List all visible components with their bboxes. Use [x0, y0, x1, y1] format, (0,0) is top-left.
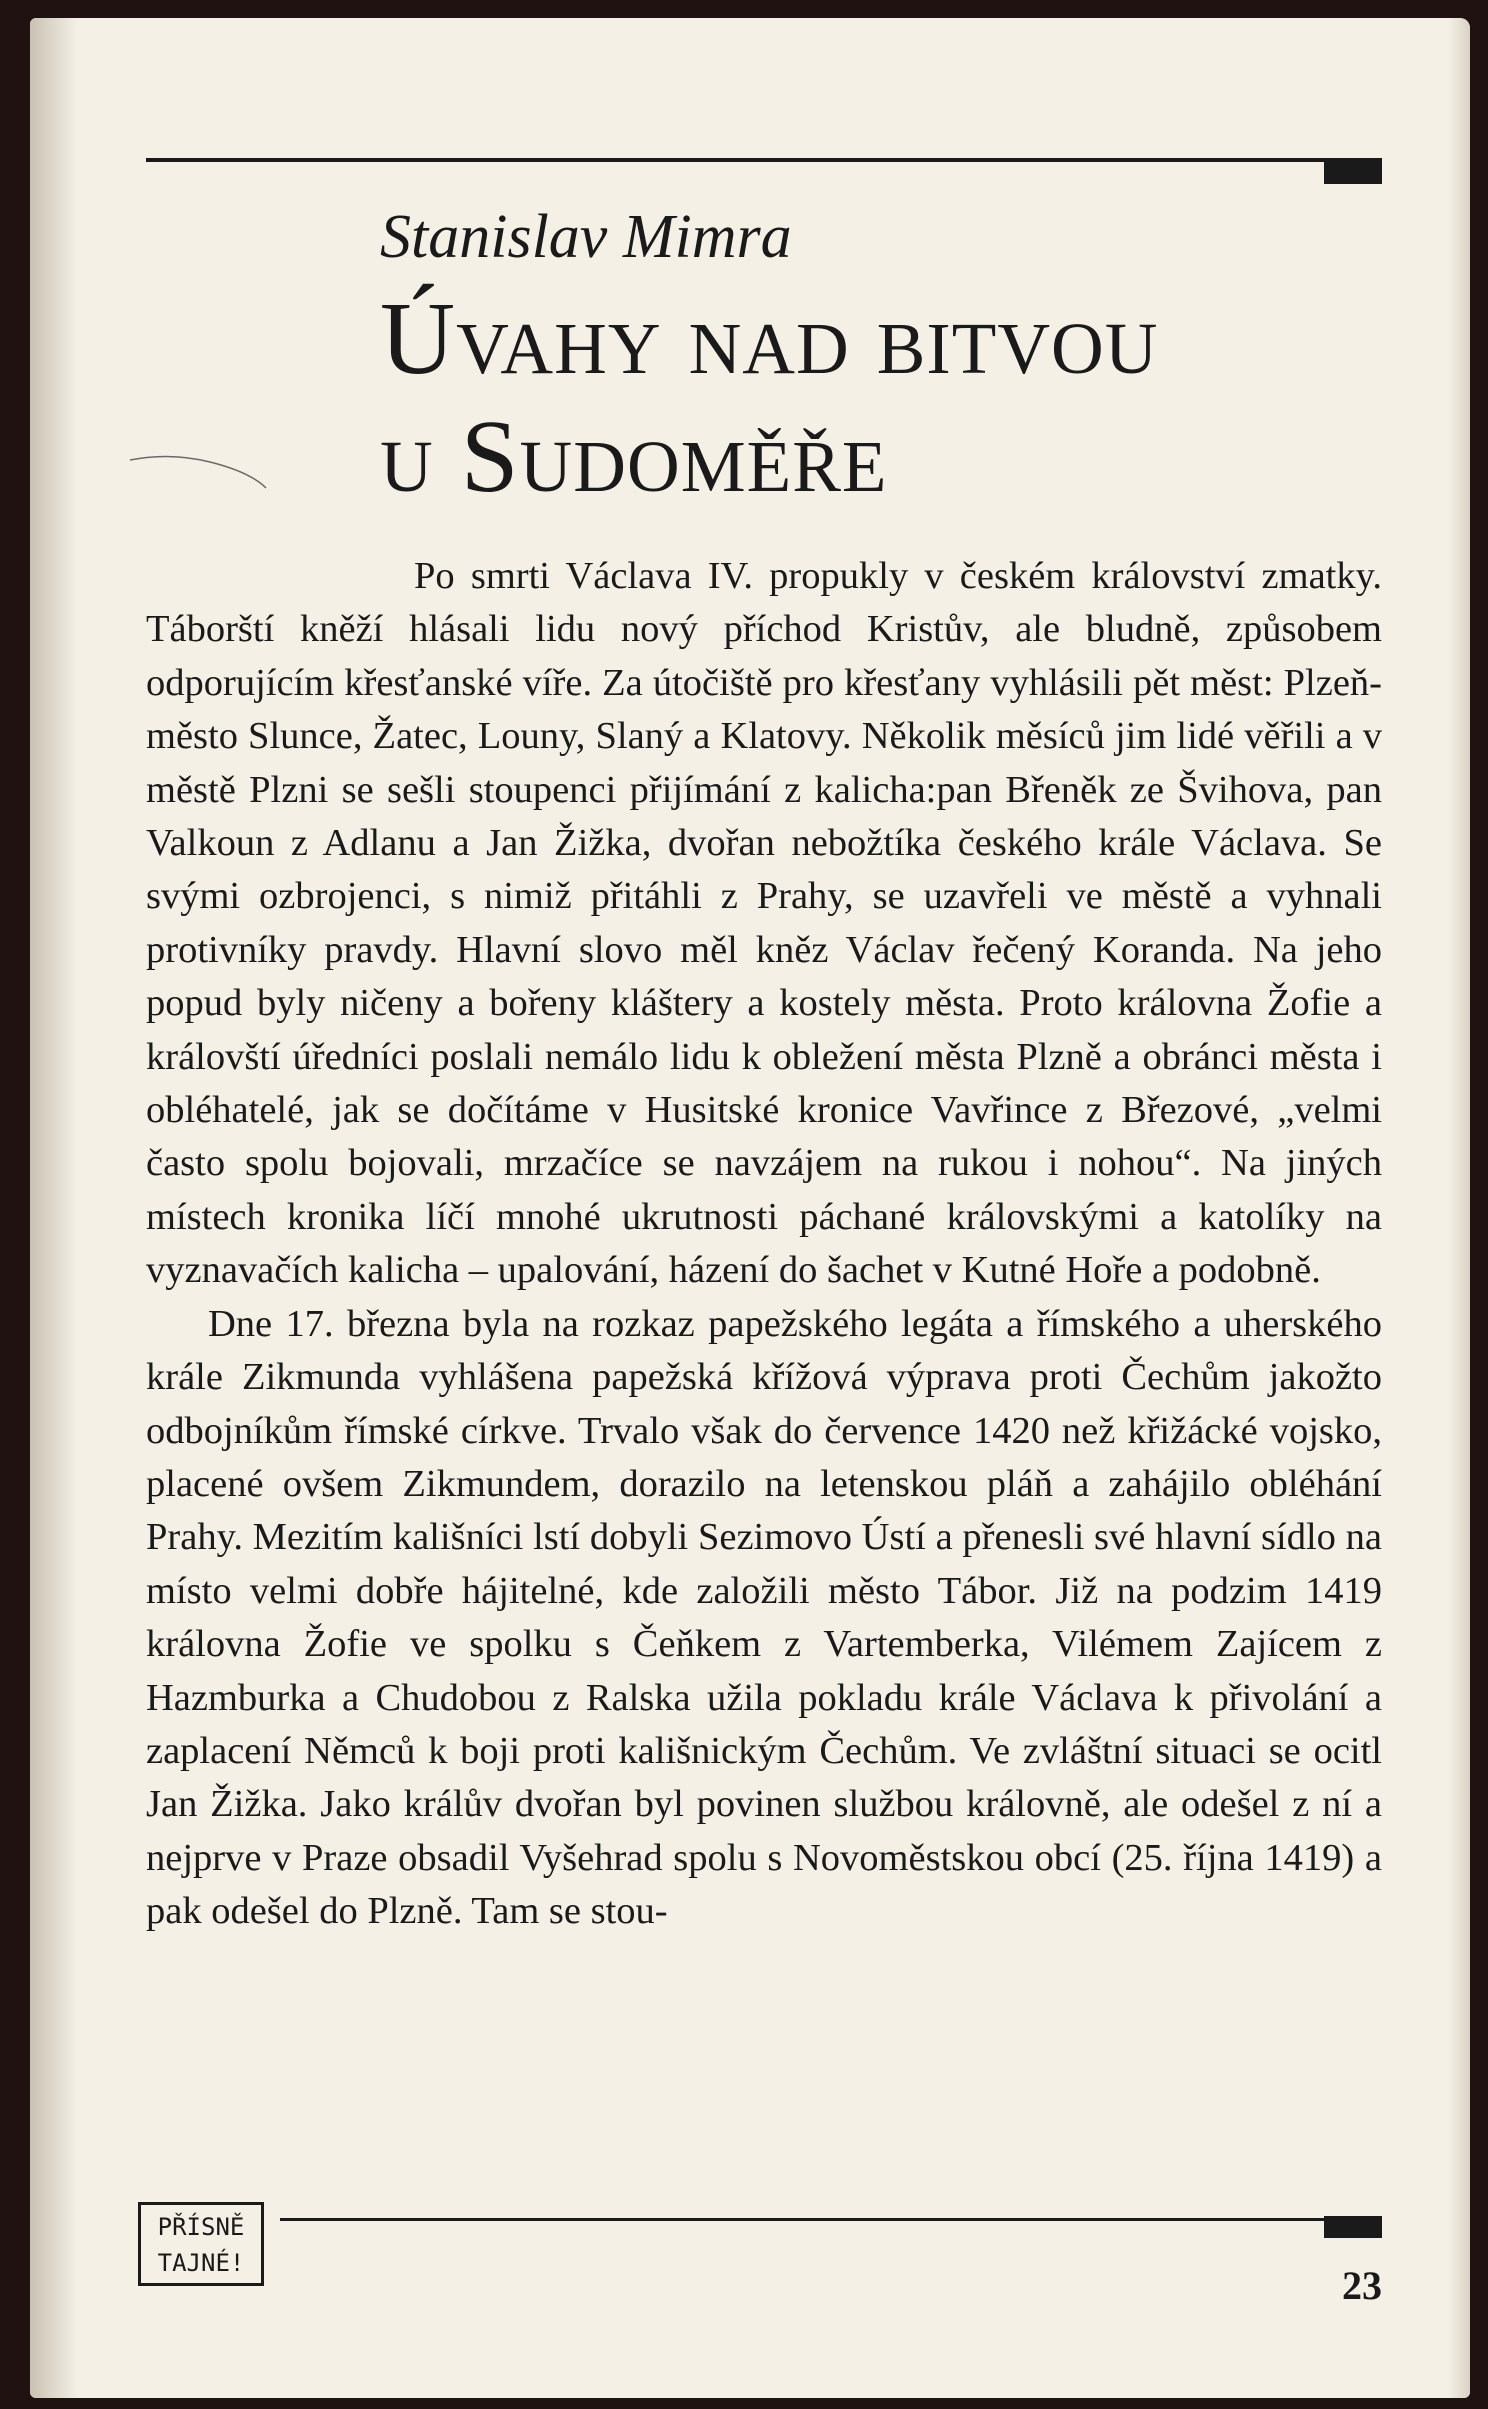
header-rule-block [1324, 158, 1382, 184]
stamp-line-2: TAJNÉ! [157, 2249, 245, 2277]
gutter-shadow [30, 18, 78, 2398]
footer-rule-block [1324, 2216, 1382, 2238]
footer-rule [280, 2218, 1382, 2221]
article-title-line-1: Úvahy nad bitvou [380, 281, 1159, 396]
article-title [380, 280, 1380, 516]
secret-stamp-logo [138, 2202, 264, 2286]
paragraph: Po smrti Václava IV. propukly v českém království zmatky. Táborští kněží hlásali lidu nový příchod Kristův, ale bludně, způsobem odporujícím křesťanské víře. Za útočiště pro křesťany vyhlásili pět měst: Plzeň-město Slunce, Žatec, Louny, Slaný a Klatovy. Několik měsíců jim lidé věřili a v městě Plzni se sešli stoupenci přijímání z kalicha:pan Břeněk ze Švihova, pan Valkoun z Adlanu a Jan Žižka, dvořan nebožtíka českého krále Václava. Se svými ozbrojenci, s nimiž přitáhli z Prahy, se uzavřeli ve městě a vyhnali protivníky pravdy. Hlavní slovo měl kněz Václav řečený Koranda. Na jeho popud byly ničeny a bořeny kláštery a kostely města. Proto královna Žofie a královští úředníci poslali nemálo lidu k obležení města Plzně a obránci města i obléhatelé, jak se dočítáme v Husitské kronice Vavřince z Březové, „velmi často spolu bojovali, mrzačíce se navzájem na rukou i nohou“. Na jiných místech kronika líčí mnohé ukrutnosti páchané královskými a katolíky na vyznavačích kalicha – upalování, házení do šachet v Kutné Hoře a podobně. [146, 555, 1382, 1292]
page-number: 23 [1342, 2263, 1382, 2308]
paragraph: Dne 17. března byla na rozkaz papežského legáta a římského a uherského krále Zikmunda vyhlášena papežská křížová výprava proti Čechům jakožto odbojníkům římské církve. Trvalo však do července 1420 než křižácké vojsko, placené ovšem Zikmundem, dorazilo na letenskou pláň a zahájilo obléhání Prahy. Mezitím kališníci lstí dobyli Sezimovo Ústí a přenesli své hlavní sídlo na místo velmi dobře hájitelné, kde založili město Tábor. Již na podzim 1419 královna Žofie ve spolku s Čeňkem z Vartemberka, Vilémem Zajícem z Hazmburka a Chudobou z Ralska užila pokladu krále Václava k přivolání a zaplacení Němců k boji proti kališnickým Čechům. Ve zvláštní situaci se ocitl Jan Žižka. Jako králův dvořan byl povinen službou královně, ale odešel z ní a nejprve v Praze obsadil Vyšehrad spolu s Novoměstskou obcí (25. října 1419) a pak odešel do Plzně. Tam se stou- [146, 1302, 1382, 1933]
book-page [30, 18, 1470, 2398]
header-rule [146, 158, 1382, 162]
pen-mark-decoration [130, 448, 270, 508]
stamp-line-1: PŘÍSNĚ [157, 2213, 245, 2241]
article-title-line-2: u Sudoměře [380, 399, 888, 514]
article-author: Stanislav Mimra [380, 203, 792, 271]
article-body [146, 550, 1382, 1939]
page-edge-shadow [1448, 18, 1470, 2398]
